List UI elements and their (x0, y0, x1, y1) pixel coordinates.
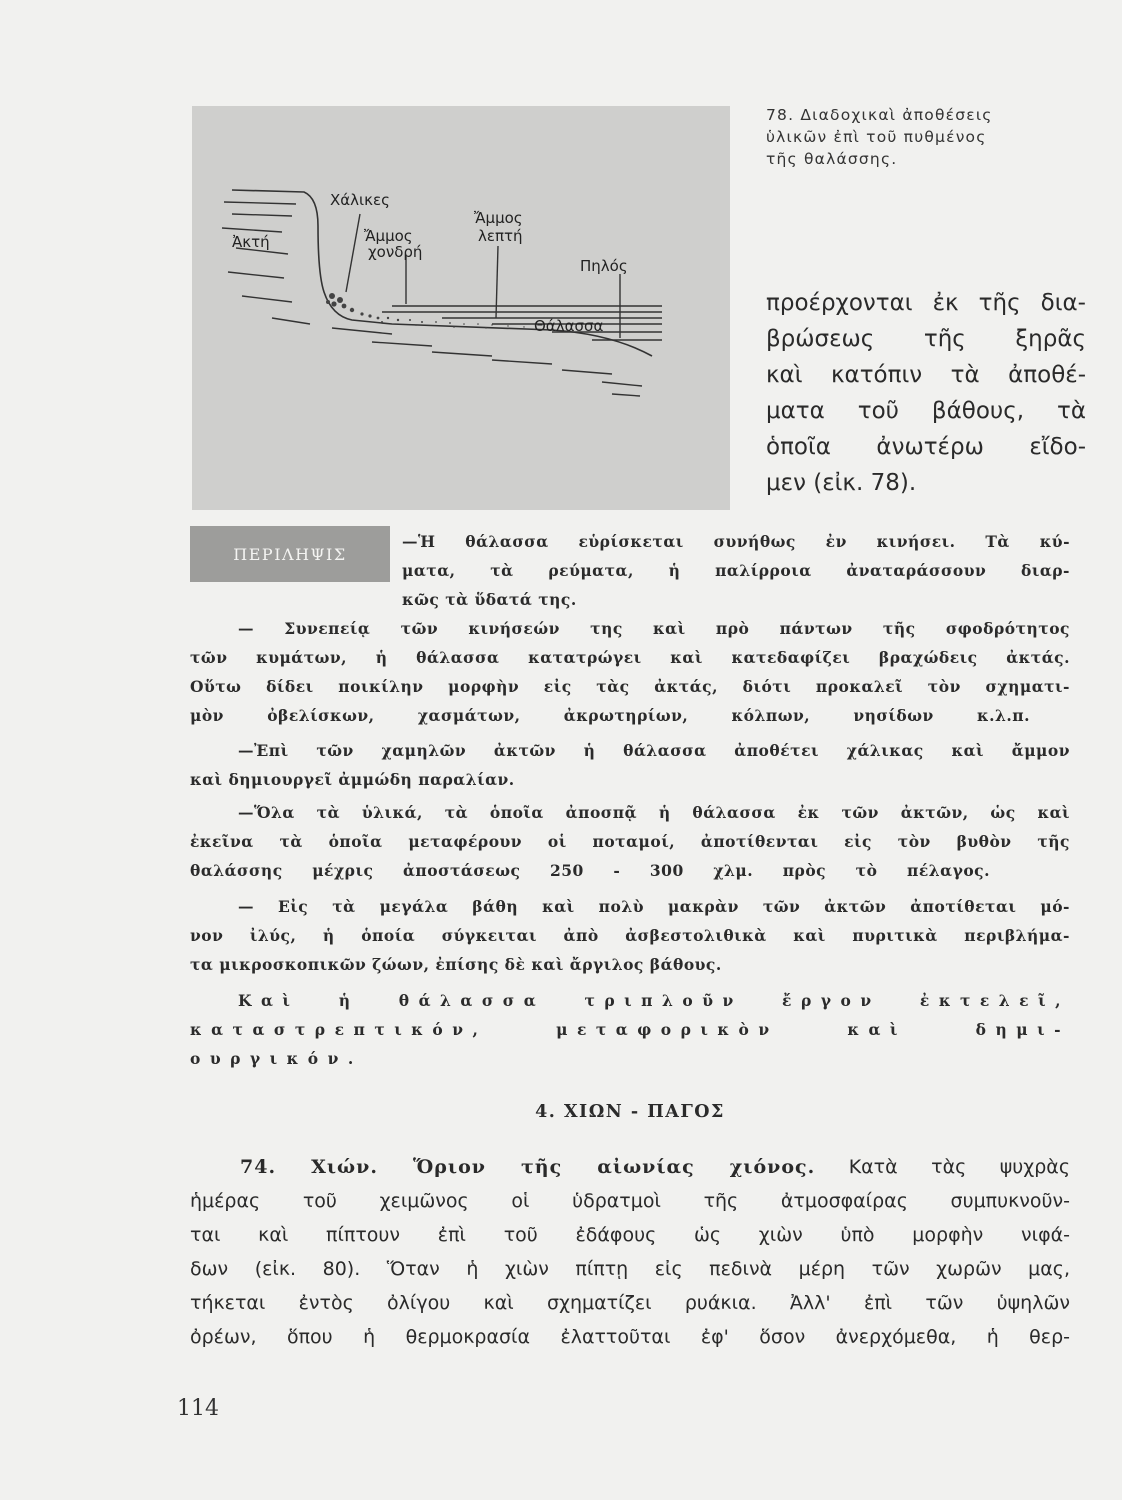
caption-line: 78. Διαδοχικαὶ ἀποθέσεις (766, 106, 993, 124)
label-ammos-chondri-1: Ἄμμος (364, 227, 413, 245)
text-line: ματα τοῦ βάθους, τὰ (766, 398, 1086, 424)
body-line: δων (εἰκ. 80). Ὅταν ἡ χιὼν πίπτῃ εἰς πεδινὰ μέρη τῶν χωρῶν μας, (190, 1258, 1070, 1280)
caption-line: ὑλικῶν ἐπὶ τοῦ πυθμένος (766, 128, 987, 146)
summary-line: κῶς τὰ ὕδατά της. (402, 590, 577, 609)
summary-line: τῶν κυμάτων, ἡ θάλασσα κατατρώγει καὶ κατεδαφίζει βραχώδεις ἀκτάς. (190, 648, 1070, 667)
text-line: μεν (εἰκ. 78). (766, 470, 917, 496)
label-ammos-lepti-1: Ἄμμος (474, 209, 523, 227)
paragraph-title: 74. Χιών. Ὅριον τῆς αἰωνίας χιόνος. (240, 1156, 816, 1178)
body-line: τήκεται ἐντὸς ὀλίγου καὶ σχηματίζει ρυάκια. Ἀλλ' ἐπὶ τῶν ὑψηλῶν (190, 1292, 1070, 1314)
summary-badge: ΠΕΡΙΛΗΨΙΣ (190, 526, 390, 582)
page-number: 114 (177, 1396, 219, 1421)
shore-deposits-figure (192, 106, 730, 510)
summary-line: τα μικροσκοπικῶν ζώων, ἐπίσης δὲ καὶ ἄργιλος βάθους. (190, 955, 722, 974)
caption-line: τῆς θαλάσσης. (766, 150, 898, 168)
label-pilos: Πηλός (580, 257, 628, 275)
summary-spaced-line: Καὶ ἡ θάλασσα τριπλοῦν ἔργον ἐκτελεῖ, (238, 991, 1070, 1010)
summary-spaced-line: καταστρεπτικόν, μεταφορικὸν καὶ δημι- (190, 1020, 1070, 1039)
summary-line: —Ὅλα τὰ ὑλικά, τὰ ὁποῖα ἀποσπᾷ ἡ θάλασσα ἐκ τῶν ἀκτῶν, ὡς καὶ (238, 803, 1070, 822)
summary-line: — Εἰς τὰ μεγάλα βάθη καὶ πολὺ μακρὰν τῶν ἀκτῶν ἀποτίθεται μό- (238, 897, 1070, 916)
label-thalassa: Θάλασσα (534, 317, 604, 335)
body-line: ἡμέρας τοῦ χειμῶνος οἱ ὑδρατμοὶ τῆς ἀτμοσφαίρας συμπυκνοῦν- (190, 1190, 1070, 1212)
body-first-line (190, 1152, 1070, 1182)
section-heading: 4. ΧΙΩΝ - ΠΑΓΟΣ (535, 1102, 725, 1122)
summary-spaced-line: ουργικόν. (190, 1049, 363, 1068)
label-chalikes: Χάλικες (330, 191, 390, 209)
shore-profile-drawing (192, 106, 730, 510)
summary-line: —Ἐπὶ τῶν χαμηλῶν ἀκτῶν ἡ θάλασσα ἀποθέτει χάλικας καὶ ἄμμον (238, 741, 1070, 760)
summary-line: θαλάσσης μέχρις ἀποστάσεως 250 - 300 χλμ. πρὸς τὸ πέλαγος. (190, 861, 990, 880)
body-text: Κατὰ τὰς ψυχρὰς (848, 1156, 1070, 1178)
right-column-text (766, 285, 1086, 501)
text-line: καὶ κατόπιν τὰ ἀποθέ- (766, 362, 1086, 388)
summary-line: Οὕτω δίδει ποικίλην μορφὴν εἰς τὰς ἀκτάς, διότι προκαλεῖ τὸν σχηματι- (190, 677, 1070, 696)
text-line: ὁποῖα ἀνωτέρω εἴδο- (766, 434, 1086, 460)
label-ammos-lepti-2: λεπτή (478, 227, 523, 245)
summary-line: —Ἡ θάλασσα εὑρίσκεται συνήθως ἐν κινήσει. Τὰ κύ- (402, 532, 1070, 551)
summary-line: ματα, τὰ ρεύματα, ἡ παλίρροια ἀναταράσσουν διαρ- (402, 561, 1070, 580)
summary-line: καὶ δημιουργεῖ ἀμμώδη παραλίαν. (190, 770, 515, 789)
summary-line: ἐκεῖνα τὰ ὁποῖα μεταφέρουν οἱ ποταμοί, ἀποτίθενται εἰς τὸν βυθὸν τῆς (190, 832, 1070, 851)
body-line: ται καὶ πίπτουν ἐπὶ τοῦ ἐδάφους ὡς χιὼν ὑπὸ μορφὴν νιφά- (190, 1224, 1070, 1246)
label-ammos-chondri-2: χονδρή (368, 243, 423, 261)
summary-line: μὸν ὀβελίσκων, χασμάτων, ἀκρωτηρίων, κόλπων, νησίδων κ.λ.π. (190, 706, 1030, 725)
text-line: βρώσεως τῆς ξηρᾶς (766, 326, 1086, 352)
figure-caption (766, 104, 1086, 170)
summary-line: νον ἰλύς, ἡ ὁποία σύγκειται ἀπὸ ἀσβεστολιθικὰ καὶ πυριτικὰ περιβλήμα- (190, 926, 1070, 945)
summary-line: — Συνεπείᾳ τῶν κινήσεών της καὶ πρὸ πάντων τῆς σφοδρότητος (238, 619, 1070, 638)
text-line: προέρχονται ἐκ τῆς δια- (766, 290, 1086, 316)
label-akti: Ἀκτή (232, 233, 270, 251)
body-line: ὀρέων, ὅπου ἡ θερμοκρασία ἐλαττοῦται ἐφ' ὅσον ἀνερχόμεθα, ἡ θερ- (190, 1326, 1070, 1348)
